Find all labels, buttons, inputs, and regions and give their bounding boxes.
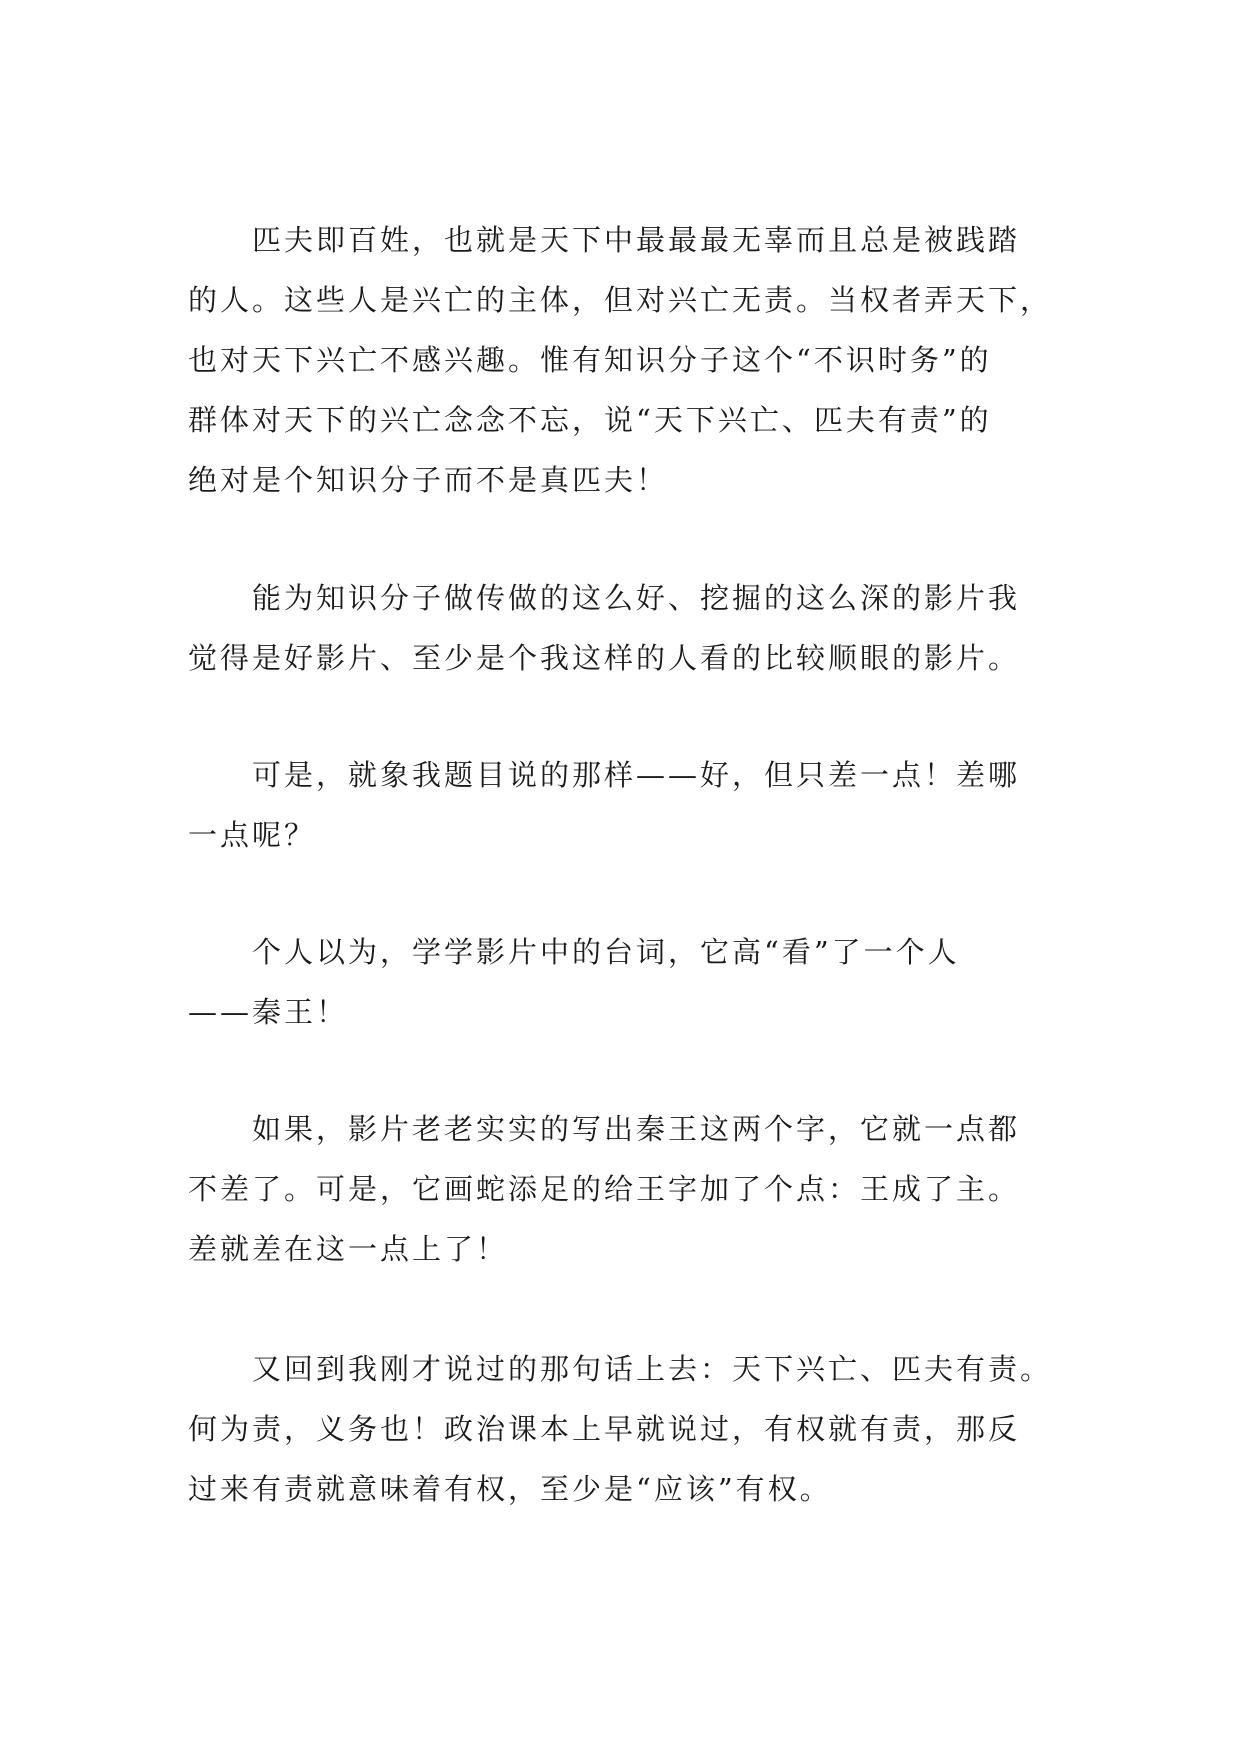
text-line: 觉得是好影片、至少是个我这样的人看的比较顺眼的影片。 — [188, 641, 1021, 675]
paragraph — [188, 568, 1058, 688]
text-line: ——秦王！ — [188, 995, 349, 1029]
text-line: 群体对天下的兴亡念念不忘，说“天下兴亡、匹夫有责”的 — [188, 403, 992, 437]
paragraph — [188, 210, 1058, 510]
paragraph — [188, 1099, 1058, 1279]
document-body — [188, 210, 1058, 1519]
text-line: 又回到我刚才说过的那句话上去：天下兴亡、匹夫有责。 — [252, 1352, 1053, 1386]
text-line: 过来有责就意味着有权，至少是“应该”有权。 — [188, 1472, 832, 1506]
text-line: 差就差在这一点上了！ — [188, 1232, 509, 1266]
text-line: 绝对是个知识分子而不是真匹夫！ — [188, 463, 669, 497]
text-line: 何为责，义务也！政治课本上早就说过，有权就有责，那反 — [188, 1412, 1021, 1446]
text-line: 如果，影片老老实实的写出秦王这两个字，它就一点都 — [252, 1112, 1021, 1146]
text-line: 个人以为，学学影片中的台词，它高“看”了一个人 — [252, 935, 960, 969]
text-line: 匹夫即百姓，也就是天下中最最最无辜而且总是被践踏 — [252, 223, 1021, 257]
text-line: 不差了。可是，它画蛇添足的给王字加了个点：王成了主。 — [188, 1172, 1021, 1206]
text-line: 也对天下兴亡不感兴趣。惟有知识分子这个“不识时务”的 — [188, 343, 992, 377]
paragraph — [188, 1339, 1058, 1519]
paragraph — [188, 745, 1058, 865]
paragraph — [188, 922, 1058, 1042]
text-line: 一点呢？ — [188, 818, 317, 852]
text-line: 可是，就象我题目说的那样——好，但只差一点！差哪 — [252, 758, 1021, 792]
text-line: 能为知识分子做传做的这么好、挖掘的这么深的影片我 — [252, 581, 1021, 615]
text-line: 的人。这些人是兴亡的主体，但对兴亡无责。当权者弄天下， — [188, 283, 1053, 317]
